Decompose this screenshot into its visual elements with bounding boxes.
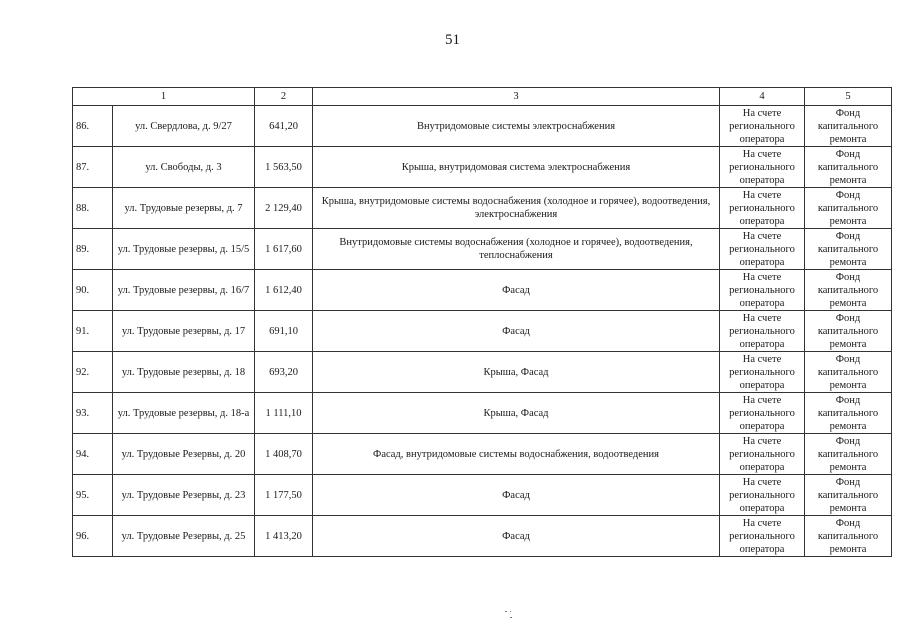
table-row <box>73 229 892 270</box>
fund-cell: Фонд капитального ремонта <box>805 475 892 516</box>
address-cell: ул. Трудовые резервы, д. 15/5 <box>113 229 255 270</box>
works-cell: Крыша, Фасад <box>313 352 720 393</box>
repair-program-table <box>72 87 892 557</box>
fund-cell: Фонд капитального ремонта <box>805 188 892 229</box>
table-row <box>73 516 892 557</box>
works-cell: Крыша, внутридомовая система электроснабжения <box>313 147 720 188</box>
account-cell: На счете регионального оператора <box>720 188 805 229</box>
row-number: 92. <box>73 352 113 393</box>
fund-cell: Фонд капитального ремонта <box>805 147 892 188</box>
table-row <box>73 188 892 229</box>
scan-speck <box>510 611 511 612</box>
area-cell: 1 612,40 <box>255 270 313 311</box>
row-number: 96. <box>73 516 113 557</box>
table-row <box>73 311 892 352</box>
works-cell: Фасад <box>313 311 720 352</box>
row-number: 90. <box>73 270 113 311</box>
address-cell: ул. Трудовые резервы, д. 18 <box>113 352 255 393</box>
table-row <box>73 475 892 516</box>
account-cell: На счете регионального оператора <box>720 106 805 147</box>
account-cell: На счете регионального оператора <box>720 393 805 434</box>
page-number: 51 <box>445 32 460 48</box>
address-cell: ул. Трудовые резервы, д. 7 <box>113 188 255 229</box>
account-cell: На счете регионального оператора <box>720 475 805 516</box>
row-number: 95. <box>73 475 113 516</box>
address-cell: ул. Трудовые Резервы, д. 25 <box>113 516 255 557</box>
account-cell: На счете регионального оператора <box>720 434 805 475</box>
account-cell: На счете регионального оператора <box>720 516 805 557</box>
address-cell: ул. Свободы, д. 3 <box>113 147 255 188</box>
area-cell: 1 563,50 <box>255 147 313 188</box>
address-cell: ул. Трудовые резервы, д. 18-а <box>113 393 255 434</box>
fund-cell: Фонд капитального ремонта <box>805 352 892 393</box>
table-row <box>73 270 892 311</box>
works-cell: Внутридомовые системы водоснабжения (холодное и горячее), водоотведения, теплоснабжения <box>313 229 720 270</box>
account-cell: На счете регионального оператора <box>720 352 805 393</box>
fund-cell: Фонд капитального ремонта <box>805 229 892 270</box>
works-cell: Крыша, Фасад <box>313 393 720 434</box>
table-row <box>73 106 892 147</box>
address-cell: ул. Трудовые Резервы, д. 20 <box>113 434 255 475</box>
row-number: 87. <box>73 147 113 188</box>
fund-cell: Фонд капитального ремонта <box>805 270 892 311</box>
address-cell: ул. Трудовые резервы, д. 17 <box>113 311 255 352</box>
table-header-row <box>73 88 892 106</box>
works-cell: Крыша, внутридомовые системы водоснабжения (холодное и горячее), водоотведения, электроснабжения <box>313 188 720 229</box>
table-row <box>73 393 892 434</box>
area-cell: 1 408,70 <box>255 434 313 475</box>
area-cell: 2 129,40 <box>255 188 313 229</box>
area-cell: 1 177,50 <box>255 475 313 516</box>
area-cell: 691,10 <box>255 311 313 352</box>
address-cell: ул. Трудовые Резервы, д. 23 <box>113 475 255 516</box>
works-cell: Фасад <box>313 270 720 311</box>
table-row <box>73 434 892 475</box>
account-cell: На счете регионального оператора <box>720 147 805 188</box>
table-row <box>73 352 892 393</box>
row-number: 91. <box>73 311 113 352</box>
fund-cell: Фонд капитального ремонта <box>805 516 892 557</box>
column-header: 5 <box>805 88 892 106</box>
row-number: 89. <box>73 229 113 270</box>
area-cell: 693,20 <box>255 352 313 393</box>
area-cell: 1 413,20 <box>255 516 313 557</box>
row-number: 88. <box>73 188 113 229</box>
address-cell: ул. Трудовые резервы, д. 16/7 <box>113 270 255 311</box>
account-cell: На счете регионального оператора <box>720 311 805 352</box>
fund-cell: Фонд капитального ремонта <box>805 434 892 475</box>
column-header: 2 <box>255 88 313 106</box>
table-row <box>73 147 892 188</box>
scan-speck <box>505 611 507 612</box>
row-number: 94. <box>73 434 113 475</box>
works-cell: Внутридомовые системы электроснабжения <box>313 106 720 147</box>
works-cell: Фасад, внутридомовые системы водоснабжения, водоотведения <box>313 434 720 475</box>
works-cell: Фасад <box>313 516 720 557</box>
column-header: 4 <box>720 88 805 106</box>
scan-speck <box>510 617 512 618</box>
area-cell: 1 111,10 <box>255 393 313 434</box>
account-cell: На счете регионального оператора <box>720 229 805 270</box>
area-cell: 641,20 <box>255 106 313 147</box>
column-header: 1 <box>73 88 255 106</box>
account-cell: На счете регионального оператора <box>720 270 805 311</box>
area-cell: 1 617,60 <box>255 229 313 270</box>
works-cell: Фасад <box>313 475 720 516</box>
address-cell: ул. Свердлова, д. 9/27 <box>113 106 255 147</box>
row-number: 86. <box>73 106 113 147</box>
row-number: 93. <box>73 393 113 434</box>
fund-cell: Фонд капитального ремонта <box>805 311 892 352</box>
fund-cell: Фонд капитального ремонта <box>805 393 892 434</box>
fund-cell: Фонд капитального ремонта <box>805 106 892 147</box>
column-header: 3 <box>313 88 720 106</box>
